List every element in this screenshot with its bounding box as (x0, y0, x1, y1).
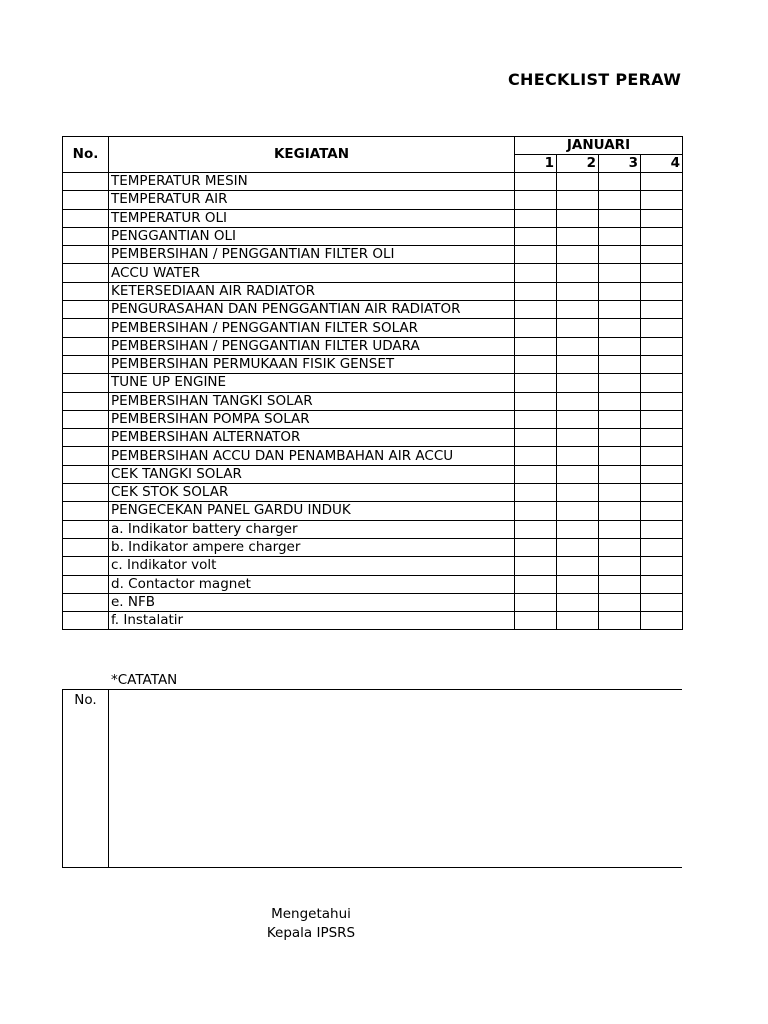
activity-cell: f. Instalatir (109, 612, 515, 630)
check-cell[interactable] (557, 227, 599, 245)
check-cell[interactable] (515, 355, 557, 373)
check-cell[interactable] (599, 264, 641, 282)
check-cell[interactable] (557, 593, 599, 611)
activity-cell: e. NFB (109, 593, 515, 611)
activity-cell: CEK STOK SOLAR (109, 484, 515, 502)
check-cell[interactable] (557, 246, 599, 264)
check-cell[interactable] (515, 337, 557, 355)
check-cell[interactable] (641, 355, 683, 373)
table-row (63, 319, 683, 337)
activity-cell: PEMBERSIHAN POMPA SOLAR (109, 410, 515, 428)
check-cell[interactable] (557, 301, 599, 319)
row-number-cell[interactable] (63, 612, 109, 630)
check-cell[interactable] (599, 429, 641, 447)
activity-cell: PENGECEKAN PANEL GARDU INDUK (109, 502, 515, 520)
check-cell[interactable] (557, 484, 599, 502)
activity-cell: c. Indikator volt (109, 557, 515, 575)
check-cell[interactable] (557, 392, 599, 410)
row-number-cell[interactable] (63, 337, 109, 355)
check-cell[interactable] (641, 447, 683, 465)
check-cell[interactable] (599, 612, 641, 630)
check-cell[interactable] (557, 173, 599, 191)
check-cell[interactable] (641, 410, 683, 428)
check-cell[interactable] (599, 374, 641, 392)
check-cell[interactable] (515, 575, 557, 593)
activity-cell: b. Indikator ampere charger (109, 538, 515, 556)
table-row (63, 392, 683, 410)
check-cell[interactable] (515, 264, 557, 282)
check-cell[interactable] (599, 392, 641, 410)
row-number-cell[interactable] (63, 593, 109, 611)
notes-label: *CATATAN (111, 672, 178, 688)
check-cell[interactable] (641, 227, 683, 245)
day-header: 1 (515, 155, 557, 173)
check-cell[interactable] (557, 191, 599, 209)
notes-no-header: No. (63, 690, 109, 867)
check-cell[interactable] (641, 392, 683, 410)
check-cell[interactable] (641, 575, 683, 593)
table-row (63, 191, 683, 209)
activity-cell: CEK TANGKI SOLAR (109, 465, 515, 483)
activity-cell: PEMBERSIHAN PERMUKAAN FISIK GENSET (109, 355, 515, 373)
check-cell[interactable] (641, 557, 683, 575)
check-cell[interactable] (557, 557, 599, 575)
row-number-cell[interactable] (63, 264, 109, 282)
check-cell[interactable] (599, 282, 641, 300)
check-cell[interactable] (515, 319, 557, 337)
table-row (63, 337, 683, 355)
check-cell[interactable] (557, 520, 599, 538)
check-cell[interactable] (641, 319, 683, 337)
table-row (63, 410, 683, 428)
table-header-row (63, 137, 683, 155)
table-row (63, 465, 683, 483)
check-cell[interactable] (557, 502, 599, 520)
check-cell[interactable] (557, 575, 599, 593)
table-row (63, 557, 683, 575)
check-cell[interactable] (641, 173, 683, 191)
check-cell[interactable] (515, 209, 557, 227)
check-cell[interactable] (515, 429, 557, 447)
check-cell[interactable] (641, 209, 683, 227)
row-number-cell[interactable] (63, 575, 109, 593)
table-row (63, 355, 683, 373)
check-cell[interactable] (557, 538, 599, 556)
check-cell[interactable] (641, 484, 683, 502)
activity-cell: PEMBERSIHAN TANGKI SOLAR (109, 392, 515, 410)
row-number-cell[interactable] (63, 209, 109, 227)
check-cell[interactable] (641, 612, 683, 630)
check-cell[interactable] (599, 593, 641, 611)
activity-cell: PEMBERSIHAN / PENGGANTIAN FILTER UDARA (109, 337, 515, 355)
check-cell[interactable] (515, 520, 557, 538)
activity-cell: PENGGANTIAN OLI (109, 227, 515, 245)
table-row (63, 227, 683, 245)
check-cell[interactable] (515, 502, 557, 520)
check-cell[interactable] (599, 173, 641, 191)
check-cell[interactable] (515, 593, 557, 611)
day-header: 4 (641, 155, 683, 173)
check-cell[interactable] (599, 301, 641, 319)
table-row (63, 593, 683, 611)
check-cell[interactable] (557, 209, 599, 227)
signature-line-2: Kepala IPSRS (266, 925, 356, 941)
check-cell[interactable] (515, 282, 557, 300)
table-row (63, 301, 683, 319)
check-cell[interactable] (641, 264, 683, 282)
column-header-month: JANUARI (515, 137, 683, 155)
check-cell[interactable] (641, 502, 683, 520)
document-title: CHECKLIST PERAW (508, 70, 682, 89)
activity-cell: PEMBERSIHAN / PENGGANTIAN FILTER SOLAR (109, 319, 515, 337)
row-number-cell[interactable] (63, 282, 109, 300)
day-header: 2 (557, 155, 599, 173)
check-cell[interactable] (557, 319, 599, 337)
check-cell[interactable] (641, 337, 683, 355)
row-number-cell[interactable] (63, 246, 109, 264)
table-row (63, 173, 683, 191)
activity-cell: PEMBERSIHAN / PENGGANTIAN FILTER OLI (109, 246, 515, 264)
check-cell[interactable] (557, 337, 599, 355)
check-cell[interactable] (599, 355, 641, 373)
table-row (63, 447, 683, 465)
check-cell[interactable] (599, 209, 641, 227)
checklist-table (62, 136, 683, 630)
check-cell[interactable] (515, 173, 557, 191)
signature-line-1: Mengetahui (271, 906, 351, 922)
check-cell[interactable] (641, 429, 683, 447)
table-row (63, 374, 683, 392)
signature-block (250, 905, 372, 943)
row-number-cell[interactable] (63, 173, 109, 191)
check-cell[interactable] (599, 319, 641, 337)
check-cell[interactable] (599, 465, 641, 483)
row-number-cell[interactable] (63, 465, 109, 483)
row-number-cell[interactable] (63, 355, 109, 373)
check-cell[interactable] (557, 264, 599, 282)
activity-cell: TEMPERATUR OLI (109, 209, 515, 227)
activity-cell: PENGURASAHAN DAN PENGGANTIAN AIR RADIATOR (109, 301, 515, 319)
check-cell[interactable] (515, 246, 557, 264)
activity-cell: a. Indikator battery charger (109, 520, 515, 538)
check-cell[interactable] (599, 557, 641, 575)
check-cell[interactable] (599, 337, 641, 355)
check-cell[interactable] (557, 447, 599, 465)
table-row (63, 246, 683, 264)
table-row (63, 502, 683, 520)
check-cell[interactable] (515, 447, 557, 465)
check-cell[interactable] (557, 612, 599, 630)
check-cell[interactable] (641, 593, 683, 611)
check-cell[interactable] (515, 612, 557, 630)
check-cell[interactable] (515, 410, 557, 428)
activity-cell: KETERSEDIAAN AIR RADIATOR (109, 282, 515, 300)
check-cell[interactable] (515, 191, 557, 209)
row-number-cell[interactable] (63, 301, 109, 319)
table-row (63, 575, 683, 593)
check-cell[interactable] (515, 538, 557, 556)
check-cell[interactable] (557, 355, 599, 373)
check-cell[interactable] (641, 538, 683, 556)
check-cell[interactable] (599, 447, 641, 465)
row-number-cell[interactable] (63, 374, 109, 392)
day-header: 3 (599, 155, 641, 173)
check-cell[interactable] (641, 246, 683, 264)
column-header-kegiatan: KEGIATAN (109, 137, 515, 173)
check-cell[interactable] (557, 374, 599, 392)
activity-cell: TEMPERATUR AIR (109, 191, 515, 209)
check-cell[interactable] (599, 520, 641, 538)
check-cell[interactable] (599, 410, 641, 428)
row-number-cell[interactable] (63, 429, 109, 447)
row-number-cell[interactable] (63, 392, 109, 410)
table-row (63, 612, 683, 630)
row-number-cell[interactable] (63, 447, 109, 465)
row-number-cell[interactable] (63, 538, 109, 556)
check-cell[interactable] (599, 538, 641, 556)
row-number-cell[interactable] (63, 319, 109, 337)
check-cell[interactable] (557, 465, 599, 483)
row-number-cell[interactable] (63, 557, 109, 575)
check-cell[interactable] (515, 392, 557, 410)
check-cell[interactable] (641, 191, 683, 209)
row-number-cell[interactable] (63, 502, 109, 520)
check-cell[interactable] (515, 301, 557, 319)
check-cell[interactable] (515, 227, 557, 245)
check-cell[interactable] (599, 246, 641, 264)
activity-cell: TUNE UP ENGINE (109, 374, 515, 392)
table-row (63, 209, 683, 227)
table-row (63, 520, 683, 538)
check-cell[interactable] (641, 282, 683, 300)
check-cell[interactable] (515, 374, 557, 392)
table-row (63, 429, 683, 447)
row-number-cell[interactable] (63, 191, 109, 209)
activity-cell: d. Contactor magnet (109, 575, 515, 593)
activity-cell: PEMBERSIHAN ALTERNATOR (109, 429, 515, 447)
table-row (63, 538, 683, 556)
check-cell[interactable] (599, 502, 641, 520)
check-cell[interactable] (557, 429, 599, 447)
check-cell[interactable] (641, 520, 683, 538)
row-number-cell[interactable] (63, 227, 109, 245)
check-cell[interactable] (515, 484, 557, 502)
check-cell[interactable] (515, 557, 557, 575)
check-cell[interactable] (641, 374, 683, 392)
check-cell[interactable] (557, 410, 599, 428)
row-number-cell[interactable] (63, 484, 109, 502)
table-row (63, 264, 683, 282)
activity-cell: ACCU WATER (109, 264, 515, 282)
check-cell[interactable] (557, 282, 599, 300)
check-cell[interactable] (599, 191, 641, 209)
check-cell[interactable] (641, 301, 683, 319)
row-number-cell[interactable] (63, 520, 109, 538)
check-cell[interactable] (515, 465, 557, 483)
activity-cell: TEMPERATUR MESIN (109, 173, 515, 191)
check-cell[interactable] (599, 484, 641, 502)
column-header-no: No. (63, 137, 109, 173)
check-cell[interactable] (599, 575, 641, 593)
activity-cell: PEMBERSIHAN ACCU DAN PENAMBAHAN AIR ACCU (109, 447, 515, 465)
row-number-cell[interactable] (63, 410, 109, 428)
table-row (63, 282, 683, 300)
table-row (63, 484, 683, 502)
check-cell[interactable] (641, 465, 683, 483)
notes-box[interactable] (62, 689, 682, 868)
check-cell[interactable] (599, 227, 641, 245)
